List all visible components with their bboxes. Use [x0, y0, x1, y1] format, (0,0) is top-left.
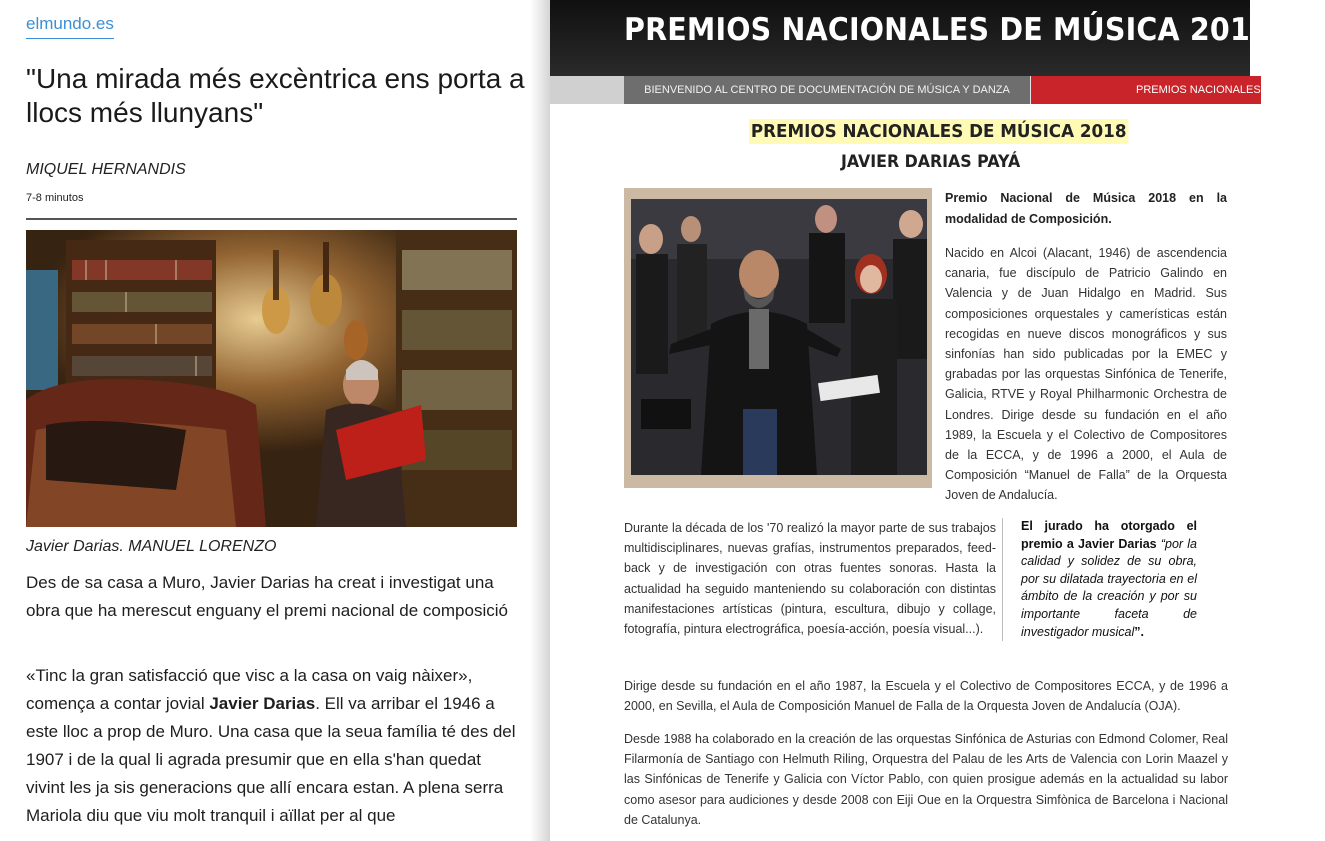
divider: [26, 218, 517, 220]
photo-frame: [624, 188, 932, 488]
bold-name: Javier Darias: [209, 694, 316, 713]
article-author: MIQUEL HERNANDIS: [26, 161, 186, 178]
nav-bar: [550, 76, 1325, 104]
career-paragraph: Durante la década de los '70 realizó la mayor parte de sus trabajos multidisciplinares, nuevas grafías, instrumentos preparados, feed-back y de investigación con otras fuentes sonoras. Hasta la actualidad ha seguido manteniendo su colaboración con distintas manifestaciones artísticas (pintura, escultura, dibujo y collage, fotografía, pintura electrográfica, poesía-acción, poesía visual...).: [624, 521, 996, 637]
conductor-photo: [631, 199, 927, 475]
page-subheading: JAVIER DARIAS PAYÁ: [841, 152, 1021, 172]
page-heading: PREMIOS NACIONALES DE MÚSICA 2018: [750, 121, 1127, 142]
read-time: 7-8 minutos: [26, 192, 84, 204]
nav-item-premios[interactable]: PREMIOS NACIONALES DE MÚSICA: [1031, 76, 1261, 104]
nav-item-welcome[interactable]: BIENVENIDO AL CENTRO DE DOCUMENTACIÓN DE MÚSICA Y DANZA: [624, 76, 1030, 104]
orchestras-paragraph: Desde 1988 ha colaborado en la creación de las orquestas Sinfónica de Asturias con Edmond Colomer, Real Filarmonía de Santiago con Helmuth Riling, Orquestra del Palau de les Arts de Valencia con Lorin Maazel y las Sinfónicas de Tenerife y Galicia con Víctor Pablo, con quien prosigue además en la actualidad su labor como asesor para audiciones y desde 2008 con Eiji Oue en la Orquestra Simfònica de Barcelona i Nacional de Catalunya.: [624, 732, 1228, 827]
article-photo: [26, 230, 517, 527]
article-title: "Una mirada més excèntrica ens porta a llocs més llunyans": [26, 63, 525, 128]
article-lead: Des de sa casa a Muro, Javier Darias ha creat i investigat una obra que ha merescut enguany el premi nacional de composició: [26, 573, 508, 620]
article-pane-left: [0, 0, 550, 841]
header-title: PREMIOS NACIONALES DE MÚSICA 2018: [624, 12, 1271, 48]
article-paragraph: «Tinc la gran satisfacció que visc a la casa on vaig nàixer», comença a contar jovial Javier Darias. Ell va arribar el 1946 a este lloc a prop de Muro. Una casa que la seua família té des del 1907 i de la qual li agrada presumir que en ella s'han quedat vivint les ja sis generacions que allí encara estan. A plena serra Mariola diu que viu molt tranquil i aïllat per al que: [26, 666, 516, 825]
site-link[interactable]: elmundo.es: [26, 14, 114, 39]
bio-paragraph: Nacido en Alcoi (Alacant, 1946) de ascendencia canaria, fue discípulo de Patricio Galindo en Valencia y de Juan Hidalgo en Madrid. Sus composiciones orquestales y camerísticas están recogidas en nueve discos monográficos y sus sinfonías han sido publicadas por la EMEC y grabadas por las orquestas Sinfónica de Tenerife, Galicia, RTVE y Royal Philharmonic Orchestra de Londres. Dirige desde su fundación en el año 1989, la Escuela y el Colectivo de Compositores de la ECCA, y de 1996 a 2000, el Aula de Composición “Manuel de Falla” de la Orquesta Joven de Andalucía.: [945, 246, 1227, 503]
school-paragraph: Dirige desde su fundación en el año 1987, la Escuela y el Colectivo de Compositores ECCA, y de 1996 a 2000, en Sevilla, el Aula de Composición Manuel de Falla de la Orquesta Joven de Andalucía (OJA).: [624, 679, 1228, 714]
article-pane-right: [550, 0, 1325, 841]
site-header: [550, 0, 1271, 76]
jury-quote: El jurado ha otorgado el premio a Javier Darias “por la calidad y solidez de su obra, por su dilatada trayectoria en el ámbito de la creación y por su importante faceta de investigador musical”.: [1002, 518, 1197, 641]
photo-caption: Javier Darias. MANUEL LORENZO: [26, 538, 277, 555]
award-lead: Premio Nacional de Música 2018 en la modalidad de Composición.: [945, 191, 1227, 226]
pane-shadow: [530, 0, 552, 841]
nav-spacer: [550, 76, 624, 104]
